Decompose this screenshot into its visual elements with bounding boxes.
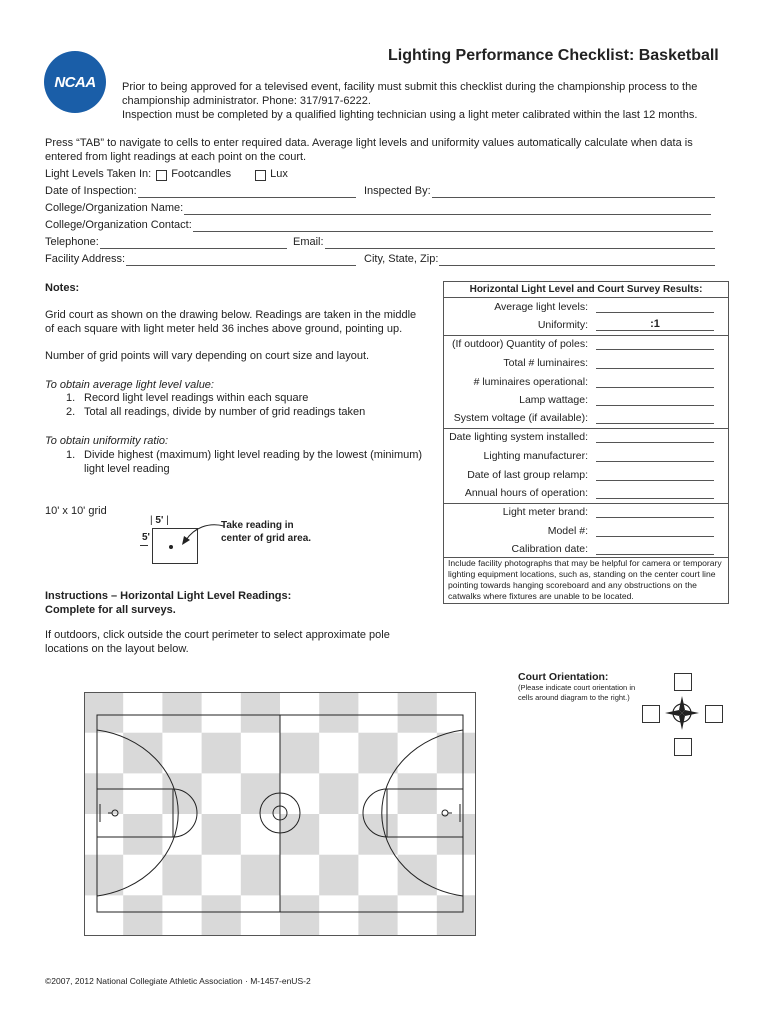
facility-address-label: Facility Address:	[45, 253, 126, 265]
grid-cell[interactable]	[319, 855, 358, 896]
avg-item-1-text: Record light level readings within each square	[84, 392, 309, 404]
calibration-date-input[interactable]	[596, 543, 714, 555]
facility-address-row	[45, 252, 356, 266]
date-input[interactable]	[138, 187, 356, 198]
lux-checkbox[interactable]	[255, 170, 266, 181]
quantity-poles-input[interactable]	[596, 338, 714, 350]
city-row	[364, 252, 715, 266]
grid-cell[interactable]	[241, 692, 280, 733]
intro-line-1: Prior to being approved for a televised event, facility must submit this checklist during the championship process to the	[122, 81, 698, 93]
instructions-heading-line-2: Complete for all surveys.	[45, 604, 176, 616]
grid-cell[interactable]	[202, 895, 241, 936]
footer-copyright: ©2007, 2012 National Collegiate Athletic Association · M-1457-enUS-2	[45, 976, 311, 986]
ncaa-logo	[44, 51, 106, 113]
college-name-input[interactable]	[184, 204, 711, 215]
model-number-input[interactable]	[596, 525, 714, 537]
orientation-south-box[interactable]	[674, 738, 692, 756]
lamp-wattage-input[interactable]	[596, 394, 714, 406]
results-row-label: Calibration date:	[511, 543, 588, 555]
notes-p1-line-2: of each square with light meter held 36 inches above ground, pointing up.	[45, 323, 403, 335]
email-input[interactable]	[325, 238, 715, 249]
uni-item-1: 1. Divide highest (maximum) light level reading by the lowest (minimum) light level reading	[66, 448, 436, 476]
results-row	[444, 523, 728, 541]
intro-text	[122, 80, 722, 122]
notes-p1-line-1: Grid court as shown on the drawing below. Readings are taken in the middle	[45, 309, 417, 321]
grid-dim-top: | 5' |	[150, 515, 169, 526]
email-row	[293, 235, 715, 249]
results-row-label: Total # luminaires:	[503, 357, 588, 369]
instructions-heading	[45, 589, 291, 617]
facility-address-input[interactable]	[126, 255, 356, 266]
results-row-label: Annual hours of operation:	[464, 487, 588, 499]
results-row-label: Lighting manufacturer:	[483, 450, 588, 462]
court-diagram[interactable]	[84, 692, 476, 936]
photo-note: Include facility photographs that may be helpful for camera or temporary lighting equipment locations, such as, standing on the center court line pointing towards hanging scoreboard and any obstructions on the catwalks where fixtures are unable to be located.	[448, 558, 722, 601]
tab-instructions-line-2: entered from light readings at each point on the court.	[45, 151, 307, 163]
total-luminaires-input[interactable]	[596, 357, 714, 369]
results-row-label: Average light levels:	[494, 301, 588, 313]
compass-icon	[664, 695, 700, 731]
grid-cell[interactable]	[123, 733, 162, 774]
inspected-by-input[interactable]	[432, 187, 715, 198]
results-row-label: (If outdoor) Quantity of poles:	[452, 338, 588, 350]
results-panel	[443, 281, 729, 604]
college-name-label: College/Organization Name:	[45, 202, 184, 214]
results-row-label: Model #:	[547, 525, 588, 537]
results-row	[444, 467, 728, 485]
grid-cell[interactable]	[358, 733, 397, 774]
results-row	[444, 504, 728, 522]
results-row	[444, 374, 728, 392]
tab-instructions	[45, 136, 735, 164]
telephone-input[interactable]	[100, 238, 287, 249]
grid-cell[interactable]	[280, 733, 319, 774]
results-row	[444, 448, 728, 466]
avg-list	[66, 391, 426, 419]
results-row	[444, 336, 728, 354]
page-title: Lighting Performance Checklist: Basketball	[388, 47, 719, 64]
college-contact-row	[45, 218, 713, 232]
logo-text: NCAA	[54, 73, 96, 91]
grid-label: 10' x 10' grid	[45, 505, 107, 517]
results-row-label: Light meter brand:	[502, 506, 588, 518]
results-row	[444, 317, 728, 335]
results-row	[444, 429, 728, 447]
tab-instructions-line-1: Press “TAB” to navigate to cells to enter required data. Average light levels and uniformity values automatically calculate when data is	[45, 137, 693, 149]
inspected-by-label: Inspected By:	[364, 185, 431, 197]
uni-item-line-2: light level reading	[84, 463, 170, 475]
outdoors-text	[45, 628, 390, 656]
system-voltage-input[interactable]	[596, 412, 714, 424]
grid-cell[interactable]	[123, 814, 162, 855]
orientation-west-box[interactable]	[642, 705, 660, 723]
results-row-label: Date of last group relamp:	[467, 469, 588, 481]
city-label: City, State, Zip:	[364, 253, 439, 265]
grid-cell[interactable]	[202, 814, 241, 855]
results-row-label: Uniformity:	[537, 319, 588, 331]
grid-cell[interactable]	[358, 895, 397, 936]
avg-heading: To obtain average light level value:	[45, 379, 214, 391]
results-heading: Horizontal Light Level and Court Survey Results:	[444, 282, 728, 298]
orientation-note-line-1: (Please indicate court orientation in	[518, 683, 636, 692]
grid-cell[interactable]	[437, 895, 476, 936]
footcandles-label: Footcandles	[171, 168, 232, 180]
telephone-row	[45, 235, 287, 249]
average-light-input[interactable]	[596, 301, 714, 313]
grid-dim-top-text: 5'	[155, 515, 164, 526]
avg-item-1: 1. Record light level readings within each square	[66, 392, 309, 404]
notes-paragraph-1	[45, 308, 440, 336]
lux-label: Lux	[270, 168, 288, 180]
college-name-row	[45, 201, 711, 215]
grid-cell[interactable]	[84, 773, 123, 814]
grid-cell[interactable]	[280, 895, 319, 936]
grid-cell[interactable]	[319, 773, 358, 814]
footcandles-checkbox[interactable]	[156, 170, 167, 181]
results-row-label: Date lighting system installed:	[449, 431, 588, 443]
grid-cell[interactable]	[241, 855, 280, 896]
light-levels-row	[45, 167, 288, 181]
grid-cell[interactable]	[398, 855, 437, 896]
uni-item-line-1: Divide highest (maximum) light level reading by the lowest (minimum)	[84, 449, 423, 461]
orientation-note	[518, 683, 635, 703]
grid-cell[interactable]	[398, 692, 437, 733]
inspected-by-row	[364, 184, 715, 198]
date-label: Date of Inspection:	[45, 185, 137, 197]
light-levels-label: Light Levels Taken In:	[45, 168, 152, 180]
grid-cell[interactable]	[319, 692, 358, 733]
city-input[interactable]	[439, 255, 715, 266]
results-row	[444, 410, 728, 428]
luminaires-operational-input[interactable]	[596, 376, 714, 388]
take-reading-line-1: Take reading in	[221, 520, 294, 531]
grid-cell[interactable]	[84, 855, 123, 896]
lighting-manufacturer-input[interactable]	[596, 450, 714, 462]
take-reading-line-2: center of grid area.	[221, 533, 312, 544]
notes-paragraph-2: Number of grid points will vary depending on court size and layout.	[45, 350, 370, 362]
outdoors-line-1: If outdoors, click outside the court perimeter to select approximate pole	[45, 629, 390, 641]
grid-dim-side-tick	[140, 545, 148, 546]
reading-arrow	[168, 518, 228, 550]
grid-cell[interactable]	[202, 733, 241, 774]
grid-cell[interactable]	[437, 733, 476, 774]
uni-list	[66, 448, 436, 476]
uni-heading: To obtain uniformity ratio:	[45, 435, 169, 447]
annual-hours-input[interactable]	[596, 487, 714, 499]
instructions-heading-line-1: Instructions – Horizontal Light Level Readings:	[45, 590, 292, 602]
results-row	[444, 485, 728, 503]
grid-dim-side: 5'	[142, 532, 150, 543]
results-row	[444, 392, 728, 410]
results-row	[444, 355, 728, 373]
intro-line-2: championship administrator. Phone: 317/917-6222.	[122, 95, 371, 107]
grid-cell[interactable]	[280, 814, 319, 855]
date-row	[45, 184, 356, 198]
grid-cell[interactable]	[437, 814, 476, 855]
grid-cell[interactable]	[84, 692, 123, 733]
grid-cell[interactable]	[398, 773, 437, 814]
intro-line-3: Inspection must be completed by a qualified lighting technician using a light meter calibrated within the last 12 months.	[122, 109, 698, 121]
outdoors-line-2: locations on the layout below.	[45, 643, 189, 655]
college-contact-label: College/Organization Contact:	[45, 219, 192, 231]
results-row-label: Lamp wattage:	[519, 394, 588, 406]
results-row	[444, 299, 728, 317]
meter-brand-input[interactable]	[596, 506, 714, 518]
college-contact-input[interactable]	[193, 221, 713, 232]
take-reading-text	[221, 519, 311, 545]
grid-cell[interactable]	[162, 773, 201, 814]
results-row-label: # luminaires operational:	[473, 376, 588, 388]
telephone-label: Telephone:	[45, 236, 99, 248]
grid-cell[interactable]	[123, 895, 162, 936]
date-installed-input[interactable]	[596, 431, 714, 443]
avg-item-2-text: Total all readings, divide by number of grid readings taken	[84, 406, 366, 418]
orientation-note-line-2: cells around diagram to the right.)	[518, 693, 630, 702]
email-label: Email:	[293, 236, 324, 248]
avg-item-2: 2. Total all readings, divide by number of grid readings taken	[66, 406, 366, 418]
grid-cell[interactable]	[162, 692, 201, 733]
uniformity-input[interactable]: :1	[596, 319, 714, 331]
last-relamp-input[interactable]	[596, 469, 714, 481]
grid-cell[interactable]	[162, 855, 201, 896]
orientation-north-box[interactable]	[674, 673, 692, 691]
orientation-heading: Court Orientation:	[518, 671, 609, 683]
notes-heading: Notes:	[45, 282, 80, 294]
orientation-east-box[interactable]	[705, 705, 723, 723]
results-row-label: System voltage (if available):	[453, 412, 588, 424]
